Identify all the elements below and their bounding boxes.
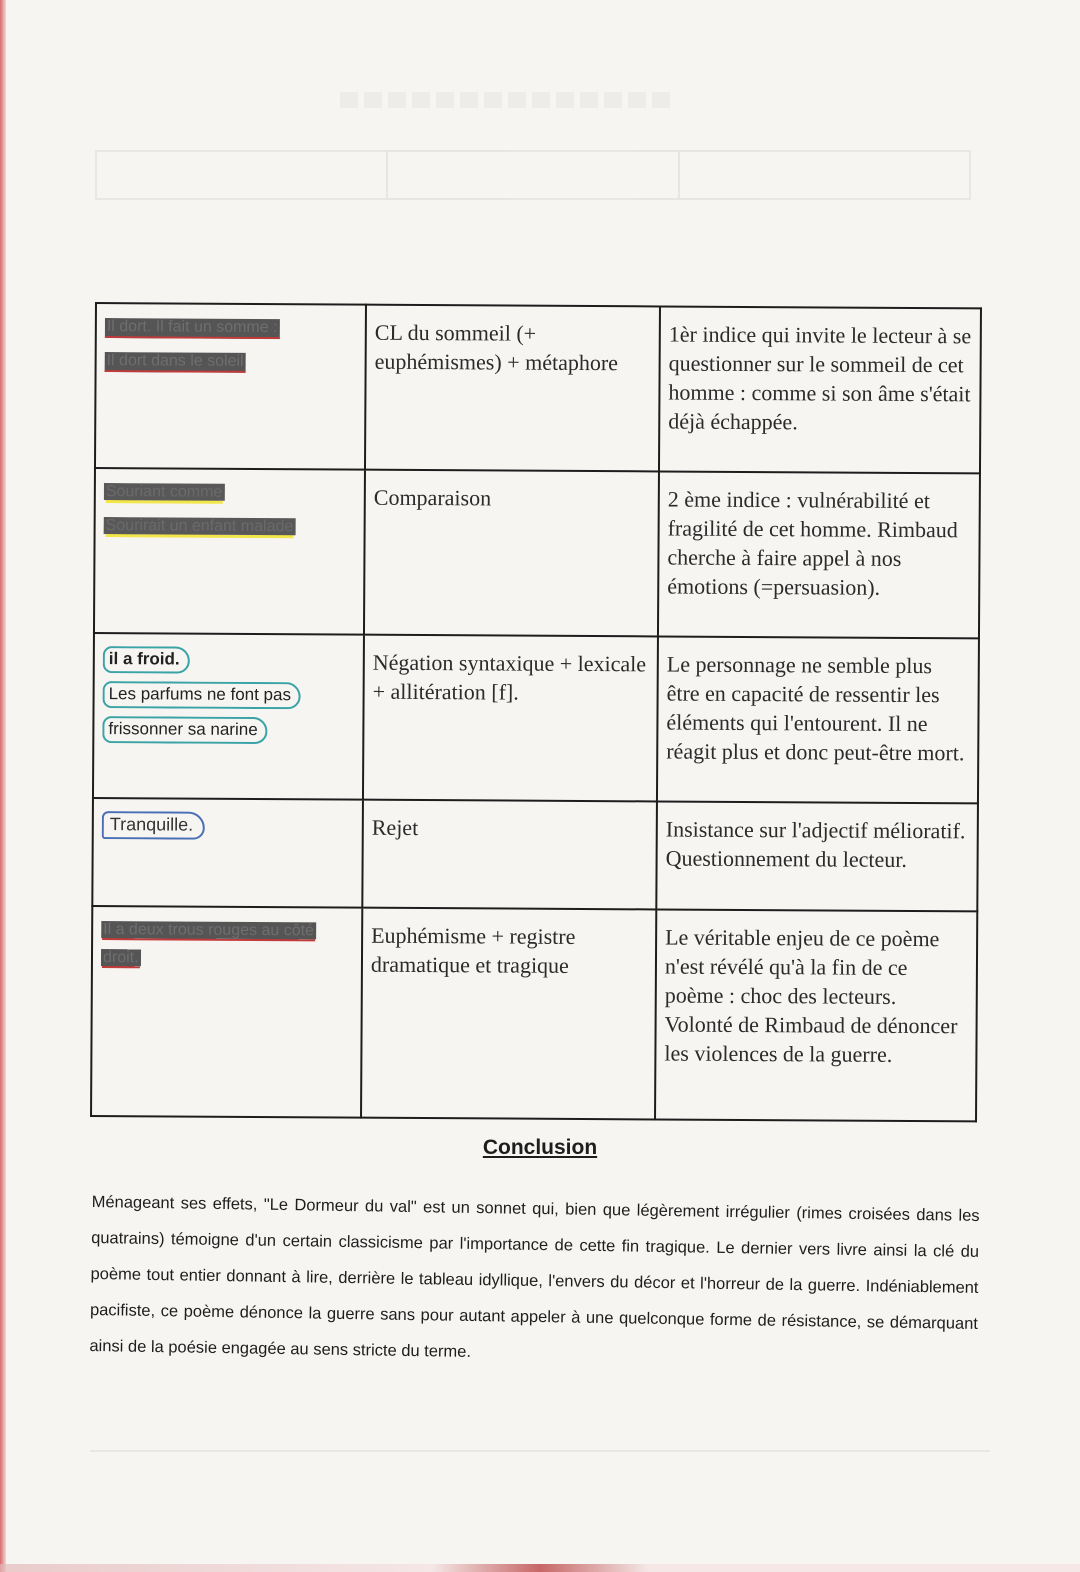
table-row: [91, 906, 977, 1121]
table-row: [93, 633, 979, 803]
faint-bleed-through-table: [95, 150, 971, 200]
highlighted-quote: Il a deux trous rouges au côté: [103, 921, 315, 940]
figure-cell: Comparaison: [364, 470, 659, 637]
quote-line: [103, 681, 355, 710]
page-bottom-edge: [0, 1564, 1080, 1572]
figure-cell: Euphémisme + registre dramatique et tragique: [361, 908, 656, 1120]
quote-cell: [94, 468, 365, 635]
highlighted-quote: Il dort dans le soleil: [105, 352, 246, 373]
quote-line: [104, 481, 356, 505]
quote-cell: [91, 906, 362, 1118]
quote-cell: [92, 798, 363, 908]
figure-cell: Négation syntaxique + lexicale + allitération [f].: [363, 635, 658, 802]
quote-cell: [93, 633, 364, 800]
table-row: [95, 303, 981, 473]
highlighted-quote: Sourirait un enfant malade: [105, 517, 294, 536]
circled-quote: Tranquille.: [102, 811, 206, 840]
quote-line: [104, 515, 356, 539]
page-edge: [0, 0, 6, 1572]
quote-line: [105, 316, 357, 340]
highlighted-quote: Il dort. Il fait un somme :: [105, 318, 280, 339]
analysis-cell: Insistance sur l'adjectif mélioratif. Questionnement du lecteur.: [656, 801, 978, 911]
figure-cell: CL du sommeil (+ euphémismes) + métaphore: [365, 305, 660, 472]
conclusion-paragraph: Ménageant ses effets, "Le Dormeur du val" est un sonnet qui, bien que légèrement irrégulier (rimes croisées dans les quatrains) témoigne d'un certain classicisme par l'importance de cette fin tragique. Le dernier vers livre ainsi la clé du poème tout entier donnant à lire, derrière le tableau idyllique, l'envers du décor et l'horreur de la guerre. Indéniablement pacifiste, ce poème dénonce la guerre sans pour autant appeler à une quelconque forme de résistance, se démarquant ainsi de la poésie engagée au sens stricte du terme.: [89, 1192, 980, 1361]
table-row: [92, 798, 978, 911]
table-row: [94, 468, 980, 638]
highlighted-quote: Souriant comme: [105, 483, 223, 501]
faint-bleed-through-title: [340, 92, 670, 108]
analysis-cell: Le véritable enjeu de ce poème n'est révélé qu'à la fin de ce poème : choc des lecteurs. Volonté de Rimbaud de dénoncer les violences de la guerre.: [655, 909, 977, 1121]
quote-line: [101, 947, 353, 971]
circled-quote: il a froid.: [103, 646, 190, 674]
analysis-cell: 2 ème indice : vulnérabilité et fragilité de cet homme. Rimbaud cherche à faire appel à nos émotions (=persuasion).: [658, 471, 980, 638]
faint-divider: [90, 1450, 990, 1452]
quote-line: [102, 811, 354, 841]
circled-quote: Les parfums ne font pas: [103, 681, 302, 709]
circled-quote: frissonner sa narine: [102, 716, 267, 744]
quote-line: [102, 716, 354, 745]
quote-line: [105, 350, 357, 374]
analysis-cell: 1èr indice qui invite le lecteur à se questionner sur le sommeil de cet homme : comme si son âme s'était déjà échappée.: [659, 306, 981, 473]
figure-cell: Rejet: [362, 800, 657, 910]
conclusion-title: Conclusion: [482, 1136, 598, 1159]
quote-line: [103, 646, 355, 675]
quote-line: [101, 919, 353, 943]
highlighted-quote: droit.: [102, 949, 139, 967]
analysis-cell: Le personnage ne semble plus être en capacité de ressentir les éléments qui l'entourent. Il ne réagit plus et donc peut-être mort.: [657, 636, 979, 803]
analysis-table: [90, 302, 982, 1122]
quote-cell: [95, 303, 366, 470]
